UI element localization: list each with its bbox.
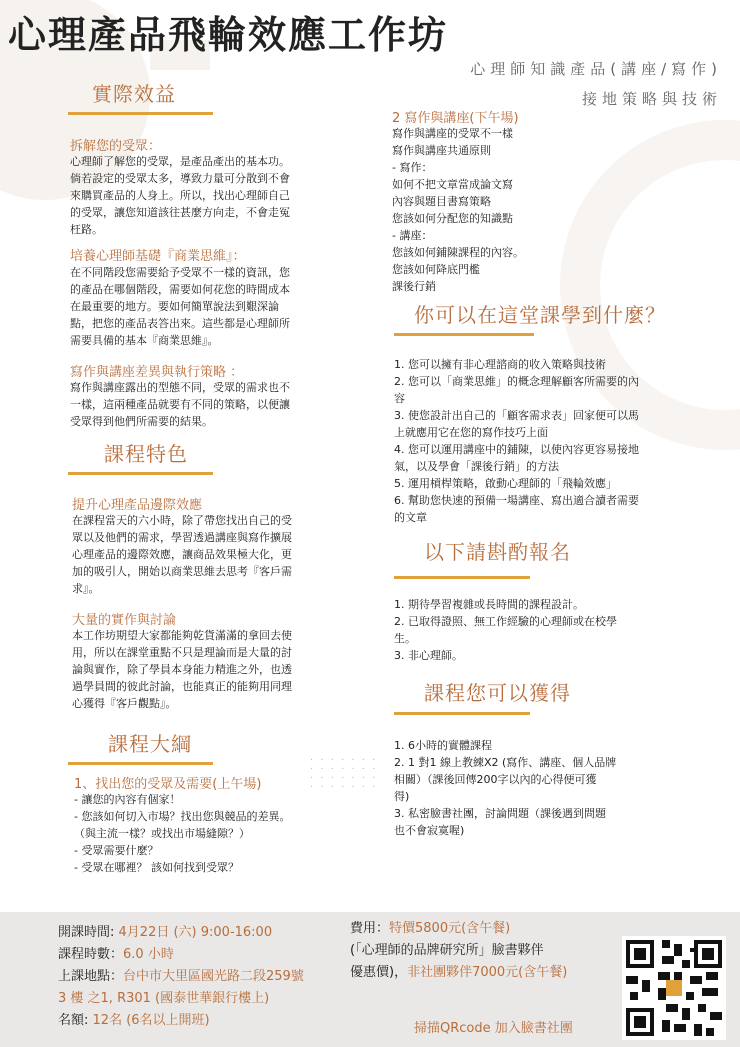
subtitle-line-2: 接地策略與技術: [581, 90, 722, 108]
quota-value: 12名 (6名以上開班): [92, 1013, 210, 1028]
features-heading-bar: [68, 472, 213, 475]
subtitle-line-1: 心理師知識產品(講座/寫作): [470, 60, 722, 78]
footer-fee-info: [350, 918, 567, 984]
place-value-1: 台中市大里區國光路二段259號: [123, 969, 304, 984]
benefits-heading-bar: [68, 112, 213, 115]
outline-heading: 課程大綱: [108, 732, 192, 756]
benefit-1-text: 心理師了解您的受眾，是產品產出的基本功。 倘若設定的受眾太多，導致力量可分散到不會 來購買產品的人身上。所以，找出心理師自己 的受眾，讓您知道該往甚麼方向走，不會走冤 枉路。: [70, 155, 290, 236]
gain-heading-bar: [394, 712, 530, 715]
benefit-3-title: 寫作與講座差異與執行策略 ：: [70, 365, 244, 380]
time-value: 4月22日 (六) 9:00-16:00: [118, 925, 273, 940]
fee-note-2a: 優惠價)，: [350, 965, 408, 980]
quota-label: 名額:: [58, 1013, 89, 1028]
outline-part2-text: 寫作與講座的受眾不一樣 寫作與講座共通原則 - 寫作： 如何不把文章當成論文寫 內容與題目書寫策略 您該如何分配您的知識點 - 講座： 您該如何鋪陳課程的內容。 您該如何降底門檻 課後行銷: [392, 127, 524, 293]
gain-list: 1. 6小時的實體課程 2. 1 對1 線上教練X2 (寫作、講座、個人品牌 相關）（課後回傳200字以內的心得便可獲 得) 3. 私密臉書社團，討論問題（課後遇到問題 也不會寂寞喔): [394, 739, 617, 837]
signup-heading-bar: [394, 576, 530, 579]
fee-value: 特價5800元(含午餐): [389, 921, 511, 936]
feature-1-title: 提升心理產品邊際效應: [72, 498, 203, 513]
benefit-3-text: 寫作與講座露出的型態不同，受眾的需求也不 一樣，這兩種產品就要有不同的策略，以便讓 受眾得到他們所需要的結果。: [70, 381, 290, 428]
benefit-1-title: 拆解您的受眾：: [70, 139, 162, 154]
place-label: 上課地點：: [58, 969, 124, 984]
fee-note-2b: 非社團夥伴7000元(含午餐): [407, 965, 568, 980]
qr-caption: 掃描QRcode 加入臉書社團: [414, 1021, 573, 1036]
decor-dots: · · · · · · · · · · · · · · · · · · · · · · · · · · · ·: [310, 755, 378, 793]
features-heading: 課程特色: [104, 442, 188, 466]
fee-note-1: (「心理師的品牌研究所」臉書夥伴: [350, 943, 544, 958]
feature-1-text: 在課程當天的六小時，除了帶您找出自己的受 眾以及他們的需求，學習透過講座與寫作擴展 心理產品的邊際效應，讓商品效果極大化，更 加的吸引人，開始以商業思維去思考『客戶需 求』。: [72, 514, 292, 595]
hours-value: 6.0 小時: [123, 947, 174, 962]
page-title: 心理產品飛輪效應工作坊: [8, 13, 449, 57]
outline-part1-text: - 讓您的內容有個家！ - 您該如何切入市場？找出您與競品的差異。 （與主流一樣？或找出市場縫隙？） - 受眾需要什麼？ - 受眾在哪裡？ 該如何找到受眾？: [74, 793, 291, 874]
time-label: 開課時間:: [58, 925, 115, 940]
place-value-2: 3 樓 之1, R301 (國泰世華銀行樓上): [58, 991, 270, 1006]
learn-heading: 你可以在這堂課學到什麼？: [414, 303, 666, 327]
qr-code-icon: [622, 936, 726, 1040]
signup-list: 1. 期待學習複雜或長時間的課程設計。 2. 已取得證照、無工作經驗的心理師或在校學 生。 3. 非心理師。: [394, 598, 617, 662]
feature-2-text: 本工作坊期望大家都能夠乾貨滿滿的拿回去使 用，所以在課堂重點不只是理論而是大量的討 論與實作，除了學員本身能力精進之外，也透 過學員間的彼此討論，也能真正的能夠用同理 心獲得『客戶觀點』。: [72, 629, 292, 710]
feature-2-title: 大量的實作與討論: [72, 613, 177, 628]
fee-label: 費用：: [350, 921, 390, 936]
outline-heading-bar: [68, 762, 213, 765]
outline-part2-title: 2 寫作與講座(下午場): [392, 111, 519, 126]
learn-heading-bar: [394, 333, 534, 336]
benefits-heading: 實際效益: [92, 82, 176, 106]
hours-label: 課程時數：: [58, 947, 124, 962]
signup-heading: 以下請斟酌報名: [424, 540, 571, 564]
qr-code[interactable]: [622, 936, 726, 1040]
learn-list: 1. 您可以擁有非心理諮商的收入策略與技術 2. 您可以「商業思維」的概念理解顧客所需要的內 容 3. 使您設計出自己的「顧客需求表」回家便可以馬 上就應用它在您的寫作技巧上面 4. 您可以運用講座中的鋪陳，以使內容更容易接地 氣，以及學會「課後行銷」的方法 5. 運用槓桿策略，啟動心理師的「飛輪效應」 6. 幫助您快速的預備一場講座、寫出適合讀者需要 的文章: [394, 358, 639, 524]
benefit-2-title: 培養心理師基礎『商業思維』：: [70, 249, 246, 264]
footer-left-info: [58, 922, 304, 1032]
outline-part1-title: 1、找出您的受眾及需要(上午場): [74, 777, 262, 792]
gain-heading: 課程您可以獲得: [424, 681, 571, 705]
benefit-2-text: 在不同階段您需要給予受眾不一樣的資訊，您 的產品在哪個階段，需要如何花您的時間成本 在最重要的地方。要如何簡單說法到艱深論 點，把您的產品表答出來。這些都是心理師所 需要具備的基本『商業思維』。: [70, 266, 290, 347]
